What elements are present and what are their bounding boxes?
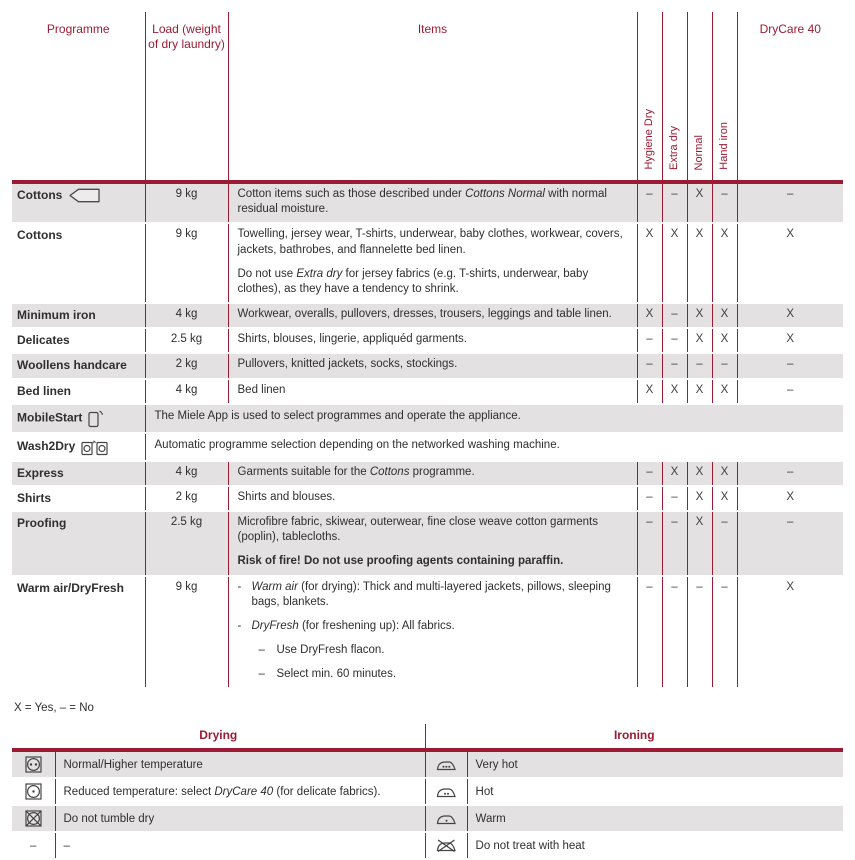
programme-name: Woollens handcare (17, 358, 127, 373)
items-cell (228, 353, 637, 378)
mark-cell-normal: – (687, 353, 712, 378)
drying-text-cell: Normal/Higher temperature (55, 750, 425, 778)
programme-name: Wash2Dry (17, 438, 76, 453)
description-cell: The Miele App is used to select programmes and operate the appliance. (145, 404, 843, 433)
drying-symbol-cell (12, 778, 55, 805)
mark-cell-hand-iron: X (712, 328, 737, 353)
ironing-text-cell: Warm (467, 805, 843, 832)
mark-cell-normal: X (687, 328, 712, 353)
header-extra-dry: Extra dry (662, 12, 687, 182)
programme-cell (12, 486, 145, 511)
items-cell (228, 328, 637, 353)
mark-cell-hand-iron: – (712, 511, 737, 576)
mark-cell-normal: X (687, 486, 712, 511)
load-cell: 2 kg (145, 353, 228, 378)
items-paragraph (259, 667, 628, 682)
programme-cell (12, 461, 145, 486)
mark-cell-extra-dry: X (662, 461, 687, 486)
table-row (12, 511, 843, 576)
programme-name: Delicates (17, 333, 70, 348)
table-row (12, 461, 843, 486)
table-row (12, 379, 843, 404)
table-row (12, 303, 843, 328)
mark-cell-extra-dry: – (662, 353, 687, 378)
load-cell: 9 kg (145, 182, 228, 223)
table-row (12, 353, 843, 378)
iron-hot-icon (436, 784, 457, 799)
cottons-tag-icon (68, 188, 101, 203)
programme-name: Cottons (17, 188, 63, 202)
load-cell: 2.5 kg (145, 328, 228, 353)
table-row (12, 223, 843, 303)
programme-cell (12, 223, 145, 303)
load-cell: 2 kg (145, 486, 228, 511)
mark-cell-hand-iron: – (712, 576, 737, 689)
bullet-text: DryFresh (for freshening up): All fabrics. (251, 619, 455, 632)
mark-cell-hygiene-dry: – (637, 353, 662, 378)
items-paragraph: Workwear, overalls, pullovers, dresses, trousers, leggings and table linen. (237, 308, 612, 321)
header-drycare-40: DryCare 40 (737, 12, 843, 182)
mark-cell-normal: X (687, 461, 712, 486)
load-cell: 9 kg (145, 576, 228, 689)
items-paragraph: Shirts, blouses, lingerie, appliquéd garments. (237, 333, 467, 346)
mark-cell-extra-dry: – (662, 328, 687, 353)
do-not-iron-icon (436, 838, 457, 853)
drycare-cell: X (737, 223, 843, 303)
items-paragraph: Garments suitable for the Cottons programme. (237, 465, 475, 478)
programme-cell (12, 379, 145, 404)
items-paragraph (259, 643, 628, 658)
drying-text-cell: – (55, 832, 425, 859)
drycare-cell: X (737, 303, 843, 328)
drycare-cell: X (737, 486, 843, 511)
bullet-marker: – (258, 644, 265, 657)
items-cell (228, 576, 637, 689)
legend-text: X = Yes, – = No (14, 702, 94, 715)
programme-cell (12, 303, 145, 328)
care-row (12, 750, 843, 778)
programme-name: Cottons (17, 228, 63, 243)
care-row (12, 805, 843, 832)
ironing-text-cell: Do not treat with heat (467, 832, 843, 859)
header-items: Items (228, 12, 637, 182)
mark-cell-hand-iron: – (712, 353, 737, 378)
items-cell (228, 182, 637, 223)
table-row (12, 486, 843, 511)
bullet-text: Select min. 60 minutes. (276, 668, 397, 681)
mark-cell-hygiene-dry: – (637, 576, 662, 689)
mark-cell-normal: X (687, 511, 712, 576)
mark-cell-extra-dry: – (662, 182, 687, 223)
items-cell (228, 486, 637, 511)
header-drying: Drying (12, 724, 425, 750)
items-cell (228, 223, 637, 303)
description-cell: Automatic programme selection depending on the networked washing machine. (145, 433, 843, 461)
drycare-cell: X (737, 576, 843, 689)
mark-cell-hygiene-dry: – (637, 182, 662, 223)
header-hygiene-dry: Hygiene Dry (637, 12, 662, 182)
mark-cell-extra-dry: – (662, 486, 687, 511)
wash2dry-icon (81, 438, 108, 456)
table-row (12, 328, 843, 353)
drying-symbol-cell (12, 832, 55, 859)
items-paragraph: Shirts and blouses. (237, 490, 336, 503)
mark-cell-hygiene-dry: – (637, 461, 662, 486)
care-row (12, 778, 843, 805)
mark-cell-extra-dry: X (662, 379, 687, 404)
drycare-cell: – (737, 511, 843, 576)
header-ironing: Ironing (425, 724, 843, 750)
drycare-cell: – (737, 461, 843, 486)
mark-cell-normal: X (687, 223, 712, 303)
items-cell (228, 303, 637, 328)
drying-symbol-cell (12, 805, 55, 832)
table-row (12, 576, 843, 689)
items-paragraph: Microfibre fabric, skiwear, outerwear, fine close weave cotton garments (poplin), tablecloths. (237, 516, 598, 544)
mark-cell-hygiene-dry: X (637, 303, 662, 328)
load-cell: 4 kg (145, 303, 228, 328)
care-rows (12, 750, 843, 859)
do-not-tumble-dry-icon (25, 810, 42, 827)
programme-cell (12, 404, 145, 433)
dash: – (30, 839, 37, 852)
programme-cell (12, 353, 145, 378)
header-load: Load (weight of dry laundry) (145, 12, 228, 182)
header-normal: Normal (687, 12, 712, 182)
programme-name: Warm air/DryFresh (17, 580, 124, 595)
header-hand-iron: Hand iron (712, 12, 737, 182)
load-cell: 2.5 kg (145, 511, 228, 576)
programme-name: Express (17, 465, 64, 480)
mark-cell-extra-dry: X (662, 223, 687, 303)
items-paragraph: Towelling, jersey wear, T-shirts, underwear, baby clothes, workwear, covers, jackets, bathrobes, and flannelette bed linen. (237, 228, 623, 256)
programme-cell (12, 182, 145, 223)
items-cell (228, 379, 637, 404)
mark-cell-hygiene-dry: X (637, 223, 662, 303)
bullet-text: Warm air (for drying): Thick and multi-layered jackets, pillows, sleeping bags, blankets. (251, 580, 611, 608)
load-cell: 9 kg (145, 223, 228, 303)
table-row (12, 433, 843, 461)
drycare-cell: – (737, 182, 843, 223)
programme-name: MobileStart (17, 410, 83, 425)
iron-warm-icon (436, 811, 457, 826)
items-paragraph: Bed linen (237, 383, 286, 396)
drying-text-cell: Reduced temperature: select DryCare 40 (for delicate fabrics). (55, 778, 425, 805)
programme-table (12, 12, 843, 689)
tumble-dry-reduced-icon (25, 783, 42, 800)
mark-cell-hygiene-dry: X (637, 379, 662, 404)
mark-cell-hygiene-dry: – (637, 328, 662, 353)
mark-cell-hand-iron: X (712, 303, 737, 328)
items-paragraph (238, 619, 628, 634)
mark-cell-normal: – (687, 576, 712, 689)
ironing-symbol-cell (425, 778, 467, 805)
programme-rows (12, 182, 843, 688)
programme-name: Shirts (17, 490, 52, 505)
iron-very-hot-icon (436, 757, 457, 772)
care-header-row (12, 724, 843, 750)
drycare-cell: – (737, 379, 843, 404)
mark-cell-hand-iron: X (712, 223, 737, 303)
care-symbols-table (12, 724, 843, 860)
ironing-text-cell: Very hot (467, 750, 843, 778)
table-row (12, 404, 843, 433)
items-paragraph: Do not use Extra dry for jersey fabrics (e.g. T-shirts, underwear, baby clothes), as they have a tendency to shrink. (237, 267, 589, 295)
ironing-symbol-cell (425, 805, 467, 832)
ironing-text-cell: Hot (467, 778, 843, 805)
mark-cell-normal: X (687, 379, 712, 404)
programme-cell (12, 433, 145, 461)
items-paragraph: Cotton items such as those described under Cottons Normal with normal residual moisture. (237, 188, 607, 216)
drycare-cell: – (737, 353, 843, 378)
mark-cell-hand-iron: X (712, 461, 737, 486)
mark-cell-hygiene-dry: – (637, 486, 662, 511)
mark-cell-hygiene-dry: – (637, 511, 662, 576)
header-programme: Programme (12, 12, 145, 182)
drying-text-cell: Do not tumble dry (55, 805, 425, 832)
items-paragraph: Risk of fire! Do not use proofing agents containing paraffin. (237, 555, 564, 568)
mark-cell-extra-dry: – (662, 576, 687, 689)
bullet-marker: - (237, 580, 242, 593)
items-paragraph (238, 580, 628, 610)
mark-cell-hand-iron: – (712, 182, 737, 223)
mark-cell-normal: X (687, 182, 712, 223)
items-cell (228, 461, 637, 486)
programme-name: Proofing (17, 516, 67, 531)
programme-cell (12, 511, 145, 576)
drycare-cell: X (737, 328, 843, 353)
programme-name: Bed linen (17, 383, 72, 398)
programme-cell (12, 328, 145, 353)
tumble-dry-normal-icon (25, 756, 42, 773)
bullet-marker: - (237, 619, 242, 632)
mark-cell-hand-iron: X (712, 379, 737, 404)
bullet-text: Use DryFresh flacon. (276, 644, 385, 657)
load-cell: 4 kg (145, 379, 228, 404)
mobile-start-icon (88, 409, 104, 428)
care-row (12, 832, 843, 859)
mark-cell-extra-dry: – (662, 511, 687, 576)
table-row (12, 182, 843, 223)
table-header-row (12, 12, 843, 182)
mark-cell-hand-iron: X (712, 486, 737, 511)
programme-name: Minimum iron (17, 308, 96, 323)
items-cell (228, 511, 637, 576)
items-paragraph: Pullovers, knitted jackets, socks, stockings. (237, 358, 458, 371)
mark-cell-extra-dry: – (662, 303, 687, 328)
bullet-marker: – (258, 668, 265, 681)
drying-symbol-cell (12, 750, 55, 778)
ironing-symbol-cell (425, 750, 467, 778)
programme-cell (12, 576, 145, 689)
load-cell: 4 kg (145, 461, 228, 486)
ironing-symbol-cell (425, 832, 467, 859)
mark-cell-normal: X (687, 303, 712, 328)
